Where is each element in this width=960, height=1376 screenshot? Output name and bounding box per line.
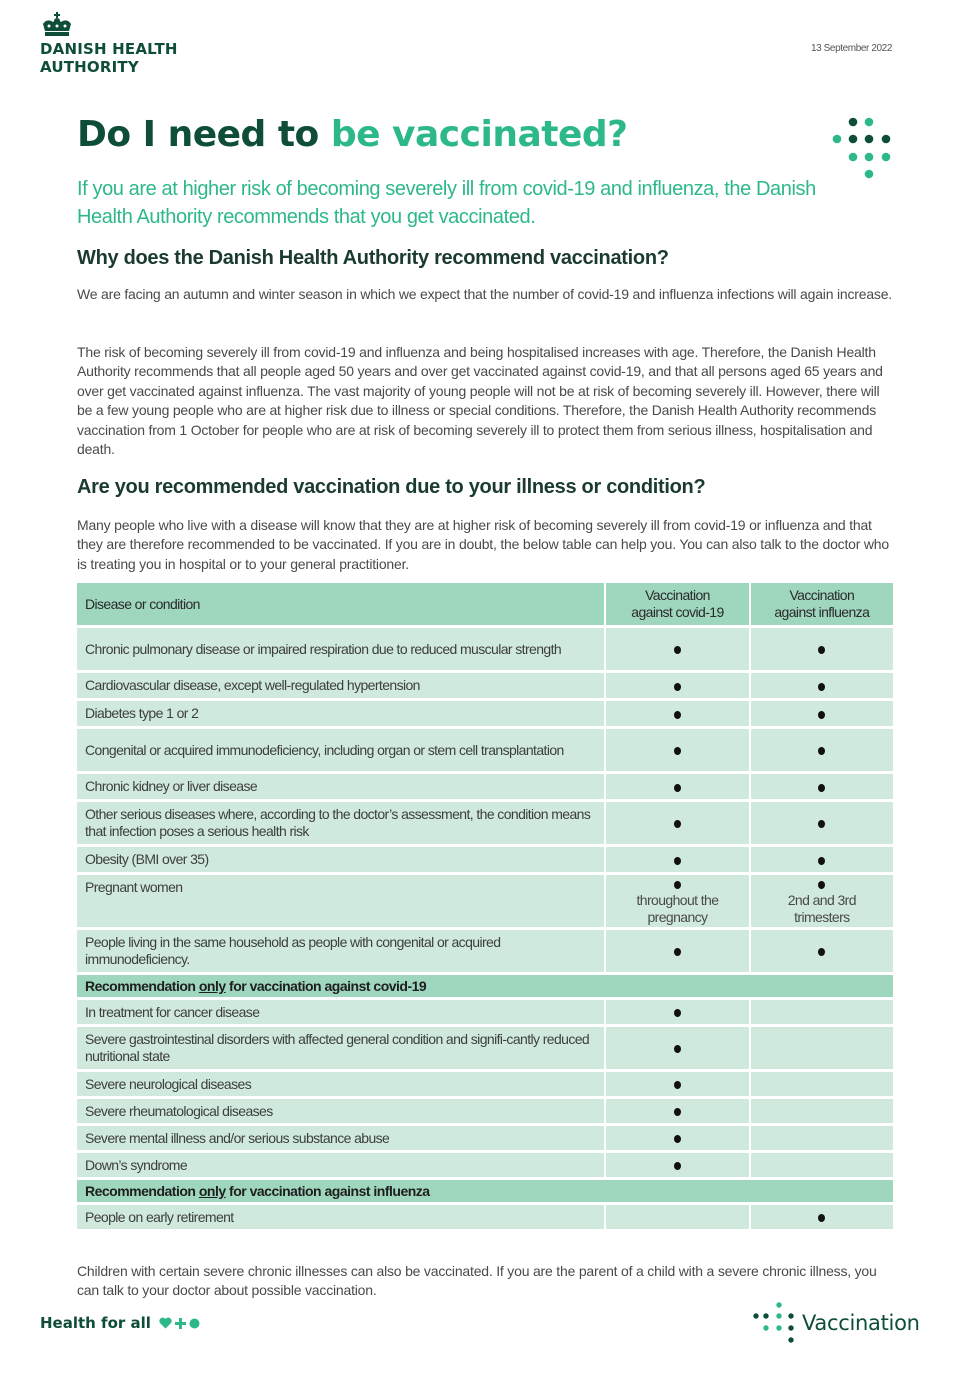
covid-cell	[606, 1072, 750, 1099]
covid-cell	[606, 1126, 750, 1153]
influenza-cell	[751, 1099, 893, 1126]
bullet-icon	[818, 948, 825, 956]
bullet-icon	[674, 1135, 681, 1143]
table-row	[77, 1027, 893, 1072]
covid-cell	[606, 1099, 750, 1126]
condition-cell: Obesity (BMI over 35)	[77, 847, 606, 875]
logo-text-line1: DANISH HEALTH	[40, 40, 178, 58]
condition-cell: In treatment for cancer disease	[77, 1000, 606, 1027]
influenza-cell	[751, 1126, 893, 1153]
bullet-icon	[674, 881, 681, 889]
table-row	[77, 802, 893, 847]
table-row	[77, 1126, 893, 1153]
condition-cell: Severe rheumatological diseases	[77, 1099, 606, 1126]
bullet-icon	[674, 784, 681, 792]
condition-cell: Diabetes type 1 or 2	[77, 701, 606, 729]
page-title	[77, 114, 628, 155]
plus-icon	[175, 1318, 186, 1329]
table-row	[77, 1000, 893, 1027]
condition-cell: People on early retirement	[77, 1205, 606, 1232]
covid-cell	[606, 701, 750, 729]
condition-cell: Severe gastrointestinal disorders with affected general condition and signifi-cantly reduced nutritional state	[77, 1027, 606, 1072]
crown-icon	[41, 12, 73, 38]
heart-icon	[159, 1317, 172, 1329]
paragraph-risk: The risk of becoming severely ill from covid-19 and influenza and being hospitalised increases with age. Therefore, the Danish Health Authority recommends that all people aged 50 years and over get vaccinated against covid-19, and that all persons aged 65 years and over get vaccinated against influenza. The vast majority of young people will not be at risk of becoming severely ill. However, there will be a few young people who are at higher risk due to illness or special conditions. Therefore, the Danish Health Authority recommends vaccination from 1 October for people who are at risk of becoming severely ill to protect them from serious illness, hospitalisation and death.	[77, 344, 883, 458]
section-row-influenza-only: Recommendation only for vaccination against influenza	[77, 1180, 893, 1205]
bullet-icon	[674, 646, 681, 654]
dot-cross-icon	[830, 117, 894, 181]
influenza-cell	[751, 1000, 893, 1027]
covid-cell	[606, 628, 750, 673]
covid-note: throughout the pregnancy	[636, 892, 719, 925]
logo-text-line2: AUTHORITY	[40, 58, 139, 76]
covid-cell	[606, 673, 750, 701]
slogan-text: Health for all	[40, 1314, 151, 1332]
covid-cell	[606, 1000, 750, 1027]
covid-cell	[606, 729, 750, 774]
condition-cell: Congenital or acquired immunodeficiency, including organ or stem cell transplantation	[77, 729, 606, 774]
table-row	[77, 1072, 893, 1099]
lead-text: If you are at higher risk of becoming severely ill from covid-19 and influenza, the Danish Health Authority recommends that you get vaccinated.	[77, 178, 816, 228]
bullet-icon	[818, 784, 825, 792]
bullet-icon	[674, 857, 681, 865]
covid-cell	[606, 802, 750, 847]
title-part1: Do I need to	[77, 114, 331, 155]
condition-cell: People living in the same household as people with congenital or acquired immunodeficiency.	[77, 930, 606, 975]
influenza-note: 2nd and 3rd trimesters	[787, 892, 856, 925]
covid-cell	[606, 1027, 750, 1072]
table-row	[77, 1153, 893, 1180]
influenza-cell	[751, 930, 893, 975]
section-heading-why: Why does the Danish Health Authority recommend vaccination?	[77, 247, 669, 269]
covid-cell	[606, 930, 750, 975]
health-for-all-slogan	[40, 1314, 200, 1332]
section-heading-condition: Are you recommended vaccination due to your illness or condition?	[77, 476, 706, 498]
bullet-icon	[818, 683, 825, 691]
bullet-icon	[674, 711, 681, 719]
covid-cell	[606, 875, 750, 930]
influenza-cell	[751, 673, 893, 701]
bullet-icon	[674, 747, 681, 755]
condition-cell: Chronic pulmonary disease or impaired respiration due to reduced muscular strength	[77, 628, 606, 673]
influenza-cell	[751, 774, 893, 802]
condition-cell: Severe neurological diseases	[77, 1072, 606, 1099]
recommendation-table	[77, 583, 893, 1232]
bullet-icon	[674, 1108, 681, 1116]
bullet-icon	[818, 857, 825, 865]
bullet-icon	[818, 881, 825, 889]
children-note: Children with certain severe chronic illnesses can also be vaccinated. If you are the parent of a child with a severe chronic illness, you can talk to your doctor about possible vaccination.	[77, 1263, 877, 1299]
header-covid: Vaccination against covid-19	[606, 583, 750, 628]
vaccination-campaign-logo	[752, 1302, 920, 1344]
influenza-cell	[751, 875, 893, 930]
table-row	[77, 774, 893, 802]
influenza-cell	[751, 701, 893, 729]
bullet-icon	[674, 1162, 681, 1170]
influenza-cell	[751, 628, 893, 673]
bullet-icon	[818, 646, 825, 654]
header-condition: Disease or condition	[77, 583, 606, 628]
table-row	[77, 1099, 893, 1126]
covid-cell	[606, 1153, 750, 1180]
covid-cell	[606, 1205, 750, 1232]
publication-date: 13 September 2022	[810, 43, 892, 54]
bullet-icon	[818, 747, 825, 755]
table-row	[77, 701, 893, 729]
condition-cell: Down’s syndrome	[77, 1153, 606, 1180]
influenza-cell	[751, 1027, 893, 1072]
danish-health-authority-logo	[40, 12, 200, 76]
circle-icon	[189, 1318, 200, 1329]
table-row	[77, 729, 893, 774]
bullet-icon	[674, 820, 681, 828]
table-row	[77, 673, 893, 701]
table-row	[77, 847, 893, 875]
covid-cell	[606, 847, 750, 875]
paragraph-condition: Many people who live with a disease will know that they are at higher risk of becoming severely ill from covid-19 or influenza and that they are therefore recommended to be vaccinated. If you are in doubt, the below table can help you. You can also talk to the doctor who is treating you in hospital or to your general practitioner.	[77, 517, 889, 572]
influenza-cell	[751, 1072, 893, 1099]
header-influenza: Vaccination against influenza	[751, 583, 893, 628]
bullet-icon	[818, 711, 825, 719]
condition-cell: Severe mental illness and/or serious substance abuse	[77, 1126, 606, 1153]
bullet-icon	[674, 1081, 681, 1089]
title-part2: be vaccinated?	[330, 114, 628, 155]
influenza-cell	[751, 847, 893, 875]
influenza-cell	[751, 1153, 893, 1180]
condition-cell: Chronic kidney or liver disease	[77, 774, 606, 802]
covid-cell	[606, 774, 750, 802]
table-row	[77, 628, 893, 673]
bullet-icon	[674, 948, 681, 956]
table-row	[77, 930, 893, 975]
paragraph-season: We are facing an autumn and winter season in which we expect that the number of covid-19 and influenza infections will again increase.	[77, 286, 892, 302]
bullet-icon	[818, 820, 825, 828]
bullet-icon	[674, 1045, 681, 1053]
condition-cell: Other serious diseases where, according to the doctor’s assessment, the condition means that infection poses a serious health risk	[77, 802, 606, 847]
table-row	[77, 1205, 893, 1232]
condition-cell: Cardiovascular disease, except well-regulated hypertension	[77, 673, 606, 701]
campaign-text: Vaccination	[802, 1311, 920, 1335]
influenza-cell	[751, 1205, 893, 1232]
section-row-covid-only: Recommendation only for vaccination against covid-19	[77, 975, 893, 1000]
condition-cell: Pregnant women	[77, 875, 606, 930]
bullet-icon	[674, 683, 681, 691]
dot-cross-icon	[752, 1302, 796, 1344]
bullet-icon	[674, 1009, 681, 1017]
bullet-icon	[818, 1214, 825, 1222]
influenza-cell	[751, 729, 893, 774]
table-header-row	[77, 583, 893, 628]
table-row	[77, 875, 893, 930]
influenza-cell	[751, 802, 893, 847]
